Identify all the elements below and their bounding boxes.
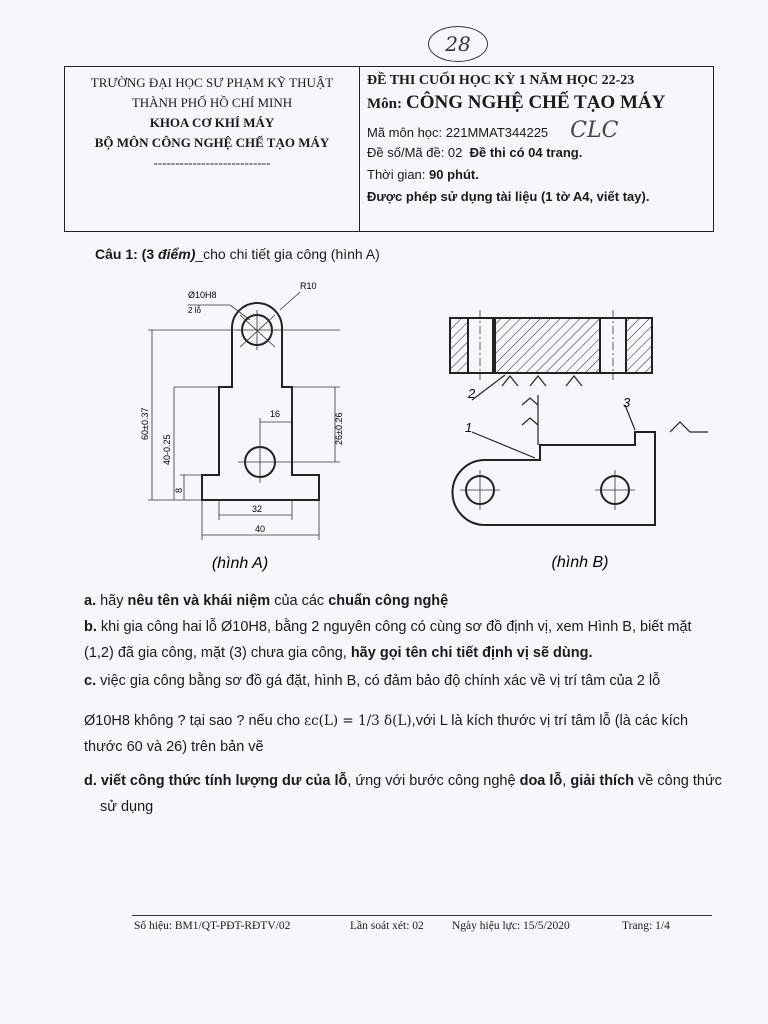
item-d-text-1: viết công thức tính lượng dư của lỗ xyxy=(96,773,348,789)
footer-divider xyxy=(132,915,712,916)
item-d-text-4: , xyxy=(562,773,571,789)
hole-label: Ø10H8 xyxy=(188,290,217,300)
item-d xyxy=(84,768,734,820)
time-value: 90 phút. xyxy=(429,167,479,182)
footer-revision: Lần soát xét: 02 xyxy=(350,920,424,932)
exam-title: ĐỀ THI CUỐI HỌC KỲ 1 NĂM HỌC 22-23 xyxy=(367,73,635,88)
figure-b-caption: (hình B) xyxy=(551,554,609,571)
question-label: Câu 1: (3 xyxy=(95,246,155,262)
item-c-prefix: c. xyxy=(84,673,97,689)
subject-label: Môn: xyxy=(367,96,402,112)
dim-26: 26±0.26 xyxy=(334,412,344,445)
course-code-line xyxy=(367,118,707,143)
item-a-text-1: hãy xyxy=(96,593,128,609)
item-c-text-4: thước 60 và 26) trên bản vẽ xyxy=(84,739,264,755)
dim-40: 40-0.25 xyxy=(162,434,172,465)
question-1-title xyxy=(95,246,380,262)
question-points: điểm) xyxy=(158,246,196,262)
hole-gap-left xyxy=(468,318,493,373)
exam-info xyxy=(367,67,707,231)
label-2: 2 xyxy=(468,386,476,401)
item-d-text-3: doa lỗ xyxy=(519,773,563,789)
header-divider: --------------------------- xyxy=(153,155,271,170)
item-d-text-7: sử dụng xyxy=(100,799,154,815)
dim-60: 60±0.37 xyxy=(140,407,150,440)
hole-count: 2 lỗ xyxy=(188,306,201,315)
footer-effective-date: Ngày hiệu lực: 15/5/2020 xyxy=(452,920,570,932)
section-mid xyxy=(495,318,600,373)
item-b-text-1: khi gia công hai lỗ Ø10H8, bằng 2 nguyên công có cùng sơ đồ định vị, xem Hình B, biết mặt xyxy=(96,619,692,635)
item-b-prefix: b. xyxy=(84,619,97,635)
label-3: 3 xyxy=(623,395,631,410)
dim-16: 16 xyxy=(269,409,281,419)
time-label: Thời gian: xyxy=(367,167,426,182)
time-line xyxy=(367,167,707,182)
accuracy-formula: εc(L) = 1/3 δ(L) xyxy=(304,713,412,729)
item-b xyxy=(84,614,734,666)
item-b-text-2: (1,2) đã gia công, mặt (3) chưa gia công, xyxy=(84,645,351,661)
figure-a-drawing xyxy=(130,275,360,575)
item-b-text-3: hãy gọi tên chi tiết định vị sẽ dùng. xyxy=(350,645,593,661)
department-name: BỘ MÔN CÔNG NGHỆ CHẾ TẠO MÁY xyxy=(94,135,330,150)
dim-32: 32 xyxy=(251,504,263,514)
course-code: 221MMAT344225 xyxy=(445,125,549,140)
exam-header xyxy=(64,66,714,232)
item-c xyxy=(84,668,734,760)
dim-40-width: 40 xyxy=(254,524,266,534)
locator-marks-2 xyxy=(502,376,582,386)
materials-note: Được phép sử dụng tài liệu (1 tờ A4, viết tay). xyxy=(367,189,650,204)
locator-marks-3 xyxy=(670,422,708,432)
exam-code: Đề số/Mã đề: 02 xyxy=(367,145,463,160)
handwritten-note: CLC xyxy=(570,118,619,143)
item-d-prefix: d. xyxy=(84,773,97,789)
materials-line xyxy=(367,189,707,204)
figure-a-caption: (hình A) xyxy=(211,555,269,572)
faculty-name: KHOA CƠ KHÍ MÁY xyxy=(149,115,275,130)
item-c-text-2: Ø10H8 không ? tại sao ? nếu cho xyxy=(84,713,305,729)
exam-pages: Đề thi có 04 trang. xyxy=(469,145,583,160)
question-intro: _cho chi tiết gia công (hình A) xyxy=(195,246,380,262)
figure-b-drawing xyxy=(430,300,720,575)
footer-page: Trang: 1/4 xyxy=(622,920,670,932)
school-name: TRƯỜNG ĐẠI HỌC SƯ PHẠM KỸ THUẬT xyxy=(90,75,334,90)
locator-marks-1 xyxy=(522,398,538,425)
item-c-text-1: việc gia công bằng sơ đồ gá đặt, hình B, có đảm bảo độ chính xác về vị trí tâm của 2 lỗ xyxy=(96,673,661,689)
dim-8: 8 xyxy=(174,487,184,493)
item-a-prefix: a. xyxy=(84,593,97,609)
course-code-label: Mã môn học: xyxy=(367,125,443,140)
school-info xyxy=(65,67,360,231)
exam-code-line xyxy=(367,145,707,160)
item-d-text-2: , ứng với bước công nghệ xyxy=(347,773,520,789)
city-name: THÀNH PHỐ HỒ CHÍ MINH xyxy=(131,95,293,110)
part-outline xyxy=(202,303,319,500)
item-d-text-5: giải thích xyxy=(570,773,635,789)
item-a-text-3: của các xyxy=(270,593,329,609)
item-a-text-4: chuẩn công nghệ xyxy=(328,593,449,609)
item-a xyxy=(84,588,724,614)
item-d-text-6: về công thức xyxy=(634,773,722,789)
item-c-text-3: ,với L là kích thước vị trí tâm lỗ (là các kích xyxy=(411,713,689,729)
page-mark: 28 xyxy=(428,26,488,62)
subject-line xyxy=(367,92,707,114)
item-a-text-2: nêu tên và khái niệm xyxy=(127,593,271,609)
footer-doc-code: Số hiệu: BM1/QT-PĐT-RĐTV/02 xyxy=(134,920,291,932)
radius-label: R10 xyxy=(300,281,317,291)
label-1: 1 xyxy=(465,420,473,435)
subject-name: CÔNG NGHỆ CHẾ TẠO MÁY xyxy=(406,92,666,113)
